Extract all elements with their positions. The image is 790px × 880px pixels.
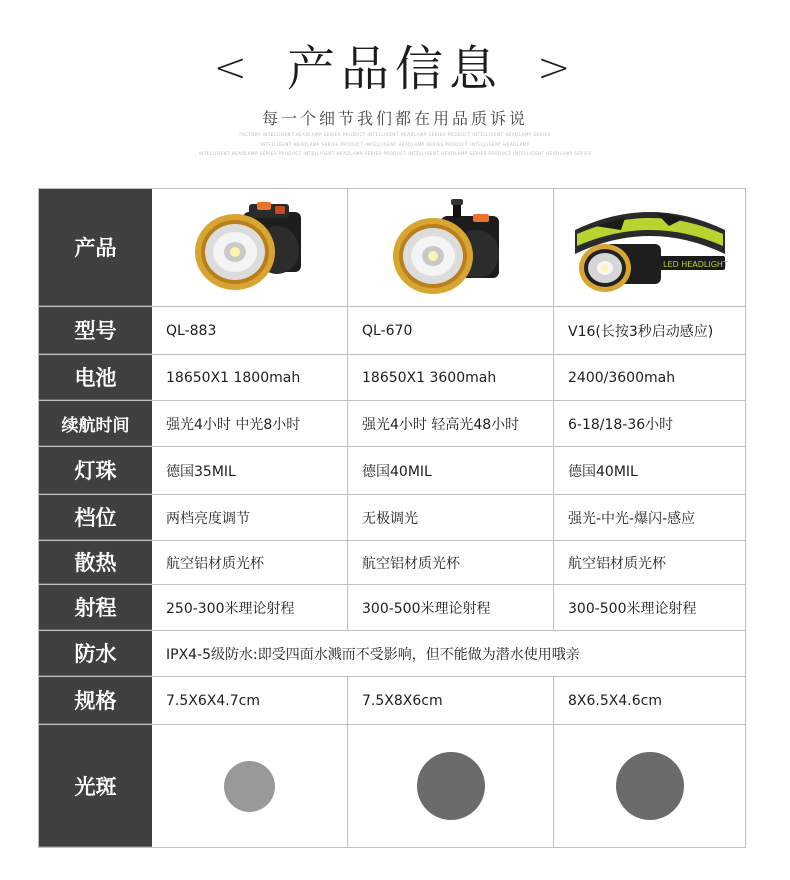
row-label: 防水 — [39, 631, 152, 676]
page-subtitle: 每一个细节我们都在用品质诉说 — [261, 109, 528, 128]
spec-row-heat — [39, 541, 745, 585]
decorative-text-line: INTELLIGENT HEADLAMP SERIES PRODUCT INTELLIGENT HEADLAMP SERIES PRODUCT INTELLIGENT HEADLAMP — [260, 142, 530, 147]
spec-table — [38, 188, 746, 848]
spec-cell: 航空铝材质光杯 — [152, 541, 348, 584]
spec-cell: 300-500米理论射程 — [348, 585, 554, 630]
spec-row-modes — [39, 495, 745, 541]
spec-cell-wide: IPX4-5级防水:即受四面水溅而不受影响，但不能做为潜水使用哦亲 — [166, 646, 580, 663]
spec-cell: 无极调光 — [348, 495, 554, 540]
spec-cell: 2400/3600mah — [568, 369, 676, 386]
spec-cell: 两档亮度调节 — [152, 495, 348, 540]
decorative-text-line: FACTORY INTELLIGENT HEADLAMP SERIES PRODUCT INTELLIGENT HEADLAMP SERIES PRODUCT INTELLIGENT HEADLAMP SERIES — [239, 132, 551, 137]
beam-spot — [417, 752, 485, 820]
spec-cell: 强光-中光-爆闪-感应 — [568, 510, 696, 527]
spec-cell: 德国35MIL — [152, 447, 348, 494]
beam-spot-cell — [348, 725, 554, 847]
spec-cell: 18650X1 1800mah — [152, 355, 348, 400]
row-label: 电池 — [39, 355, 152, 400]
title-right-bracket: > — [537, 45, 577, 91]
row-label: 档位 — [39, 495, 152, 540]
spec-cell: 强光4小时 轻高光48小时 — [348, 401, 554, 446]
spec-row-model — [39, 307, 745, 355]
spec-row-led — [39, 447, 745, 495]
row-label: 散热 — [39, 541, 152, 584]
spec-cell: QL-883 — [152, 307, 348, 354]
beam-spot — [224, 761, 275, 812]
beam-spot — [616, 752, 684, 820]
row-label: 灯珠 — [39, 447, 152, 494]
product-image-cell — [554, 189, 745, 306]
headlamp-gold-ring-knob-icon — [381, 196, 521, 300]
beam-spot-cell — [554, 725, 745, 847]
spec-cell: 航空铝材质光杯 — [568, 555, 666, 572]
spec-cell: 7.5X6X4.7cm — [152, 677, 348, 724]
product-row — [39, 189, 745, 307]
product-image-cell — [152, 189, 348, 306]
row-label: 规格 — [39, 677, 152, 724]
spec-row-size — [39, 677, 745, 725]
row-label: 续航时间 — [39, 401, 152, 446]
spec-cell: 德国40MIL — [568, 463, 638, 480]
headlamp-gold-ring-icon — [185, 198, 315, 298]
title-text: 产品信息 — [286, 41, 503, 97]
spec-cell: 6-18/18-36小时 — [568, 416, 674, 433]
spec-cell: 300-500米理论射程 — [568, 600, 697, 617]
decorative-text-line: INTELLIGENT HEADLAMP SERIES PRODUCT INTELLIGENT HEADLAMP SERIES PRODUCT INTELLIGENT HEADLAMP SERIES PRODUCT INTELLIGENT HEADLAMP SERIES — [198, 151, 592, 156]
headlamp-with-strap-icon — [565, 196, 735, 300]
spec-cell: 250-300米理论射程 — [152, 585, 348, 630]
spec-cell: 18650X1 3600mah — [348, 355, 554, 400]
spec-row-range — [39, 585, 745, 631]
spec-cell: QL-670 — [348, 307, 554, 354]
spec-row-beam-spot — [39, 725, 745, 847]
spec-cell: V16(长按3秒启动感应) — [568, 323, 714, 340]
spec-row-battery — [39, 355, 745, 401]
product-image-cell — [348, 189, 554, 306]
row-label-product: 产品 — [39, 189, 152, 306]
spec-cell: 德国40MIL — [348, 447, 554, 494]
row-label: 光斑 — [39, 725, 152, 847]
beam-spot-cell — [152, 725, 348, 847]
strap-band-text: LED HEADLIGHT — [662, 259, 728, 269]
spec-cell: 强光4小时 中光8小时 — [152, 401, 348, 446]
spec-cell: 8X6.5X4.6cm — [568, 692, 662, 709]
page-title — [0, 30, 790, 99]
row-label: 型号 — [39, 307, 152, 354]
title-left-bracket: < — [213, 45, 253, 91]
row-label: 射程 — [39, 585, 152, 630]
page-header — [0, 0, 790, 180]
spec-row-waterproof — [39, 631, 745, 677]
spec-row-runtime — [39, 401, 745, 447]
spec-cell: 航空铝材质光杯 — [348, 541, 554, 584]
spec-cell: 7.5X8X6cm — [348, 677, 554, 724]
